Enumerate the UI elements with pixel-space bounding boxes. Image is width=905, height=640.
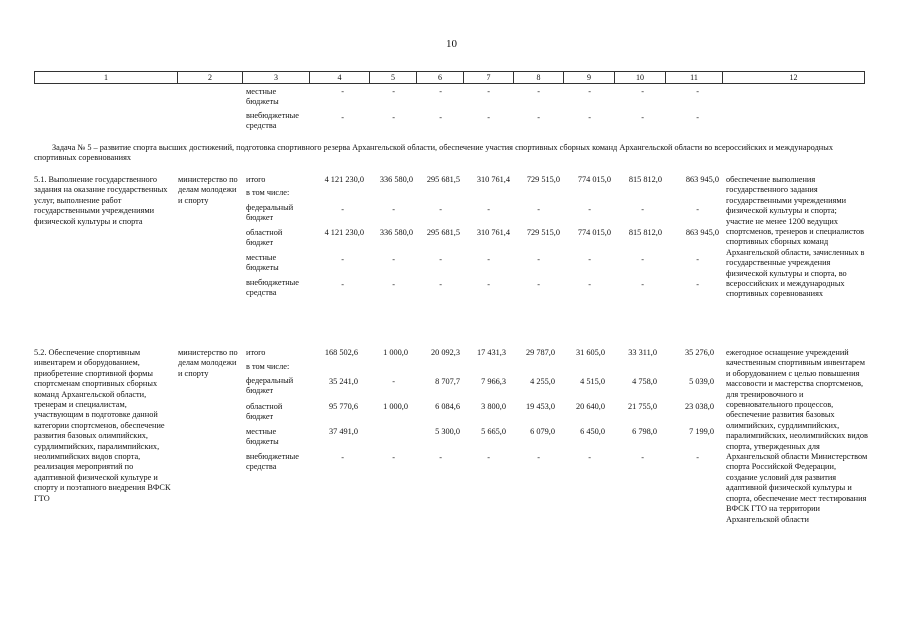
task-heading: Задача № 5 – развитие спорта высших достижений, подготовка спортивного резерва Архангельской области, обеспечение участия спортивных сборных команд Архангельской области во всероссийских и международных спортивных соревнованиях [34, 143, 833, 163]
table-cell: 5 300,0 [435, 427, 460, 436]
table-cell: - [588, 453, 591, 462]
table-cell: - [641, 87, 644, 96]
table-cell: 729 515,0 [526, 228, 560, 237]
table-cell: - [537, 255, 540, 264]
table-cell: - [696, 453, 699, 462]
table-cell: - [341, 113, 344, 122]
table-cell: - [487, 205, 490, 214]
table-cell: - [392, 377, 395, 386]
table-cell: 20 640,0 [575, 402, 605, 411]
table-cell: 336 580,0 [379, 228, 413, 237]
table-cell: - [392, 453, 395, 462]
table-cell: 815 812,0 [628, 228, 662, 237]
table-cell: - [392, 205, 395, 214]
table-cell: - [487, 87, 490, 96]
table-cell: - [641, 280, 644, 289]
row-label: федеральный бюджет [246, 203, 294, 223]
table-cell: - [439, 87, 442, 96]
table-cell: 6 798,0 [632, 427, 657, 436]
table-cell: 295 681,5 [426, 228, 460, 237]
table-cell: - [439, 280, 442, 289]
row-label: в том числе: [246, 188, 290, 197]
table-cell: 310 761,4 [476, 175, 510, 184]
table-cell: - [588, 205, 591, 214]
item-5-2-result: ежегодное оснащение учреждений качественным спортивным инвентарем и оборудованием с целью повышения массовости и мастерства спортсменов, для тренировочного и соревновательного процессов, обеспечение развития базовых олимпийских, сурдлимпийских, паралимпийских, неолимпийских видов спорта, утвержденных для Архангельской области Министерством спорта Российской Федерации, создание условий для развития адаптивной физической культуры и спорта, обеспечение мест тестирования ВФСК ГТО на территории Архангельской области [726, 348, 868, 524]
header-col-4: 4 [310, 71, 370, 84]
table-cell: 774 015,0 [577, 175, 611, 184]
table-cell: - [588, 113, 591, 122]
row-label: итого [246, 175, 266, 184]
row-label: итого [246, 348, 266, 357]
table-cell: 5 039,0 [689, 377, 714, 386]
table-cell: - [696, 205, 699, 214]
table-cell: - [439, 113, 442, 122]
table-cell: 6 450,0 [580, 427, 605, 436]
table-cell: - [392, 87, 395, 96]
table-cell: 20 092,3 [430, 348, 460, 357]
table-cell: - [696, 87, 699, 96]
table-cell: 4 758,0 [632, 377, 657, 386]
table-cell: - [641, 255, 644, 264]
table-cell: - [696, 113, 699, 122]
table-cell: - [537, 113, 540, 122]
item-5-2-executor: министерство по делам молодежи и спорту [178, 348, 238, 378]
table-cell: 21 755,0 [627, 402, 657, 411]
item-5-2-name: 5.2. Обеспечение спортивным инвентарем и оборудованием, приобретение спортивной формы спортсменам спортивных сборных команд Архангельской области, тренерам и специалистам, участвующим в подготовке данной категории спортсменов, обеспечение развития базовых олимпийских, сурдлимпийских, паралимпийских, неолимпийских видов спорта, реализация мероприятий по адаптивной физической культуре и спорту и поэтапного внедрения ВФСК ГТО [34, 348, 171, 503]
table-cell: - [341, 255, 344, 264]
table-cell: 7 199,0 [689, 427, 714, 436]
table-cell: - [341, 280, 344, 289]
table-cell: 35 276,0 [684, 348, 714, 357]
table-cell: 33 311,0 [628, 348, 657, 357]
table-cell: 4 255,0 [530, 377, 555, 386]
table-cell: - [641, 205, 644, 214]
table-cell: - [696, 255, 699, 264]
table-cell: 6 079,0 [530, 427, 555, 436]
row-label: федеральный бюджет [246, 376, 294, 396]
table-cell: 7 966,3 [481, 377, 506, 386]
table-cell: 310 761,4 [476, 228, 510, 237]
table-cell: - [439, 453, 442, 462]
table-cell: 5 665,0 [481, 427, 506, 436]
table-cell: - [588, 255, 591, 264]
row-label: областной бюджет [246, 402, 283, 422]
table-cell: 815 812,0 [628, 175, 662, 184]
top-row-label: местные бюджеты [246, 87, 279, 107]
table-cell: - [341, 87, 344, 96]
table-cell: 37 491,0 [328, 427, 358, 436]
table-cell: - [537, 205, 540, 214]
table-cell: 31 605,0 [575, 348, 605, 357]
table-cell: - [537, 280, 540, 289]
table-cell: 1 000,0 [383, 348, 408, 357]
header-col-9: 9 [564, 71, 615, 84]
header-col-8: 8 [514, 71, 564, 84]
table-cell: 4 121 230,0 [324, 228, 364, 237]
table-cell: - [641, 113, 644, 122]
table-cell: 4 121 230,0 [324, 175, 364, 184]
table-cell: - [487, 113, 490, 122]
table-cell: 6 084,6 [435, 402, 460, 411]
table-cell: 336 580,0 [379, 175, 413, 184]
row-label: областной бюджет [246, 228, 283, 248]
table-cell: 29 787,0 [525, 348, 555, 357]
table-cell: 4 515,0 [580, 377, 605, 386]
table-cell: - [392, 113, 395, 122]
header-col-11: 11 [666, 71, 723, 84]
table-cell: - [341, 205, 344, 214]
table-cell: 774 015,0 [577, 228, 611, 237]
table-cell: 1 000,0 [383, 402, 408, 411]
table-cell: - [487, 280, 490, 289]
item-5-1-executor: министерство по делам молодежи и спорту [178, 175, 238, 205]
table-cell: 35 241,0 [328, 377, 358, 386]
row-label: местные бюджеты [246, 253, 279, 273]
table-cell: 863 945,0 [685, 228, 719, 237]
header-col-3: 3 [243, 71, 310, 84]
top-row-label: внебюджетные средства [246, 111, 299, 131]
row-label: в том числе: [246, 362, 290, 371]
table-cell: 8 707,7 [435, 377, 460, 386]
table-cell: 95 770,6 [328, 402, 358, 411]
table-cell: - [537, 453, 540, 462]
table-cell: - [487, 255, 490, 264]
item-5-1-result: обеспечение выполнения государственного задания государственными учреждениями физической культуры и спорта; участие не менее 1200 ведущих спортсменов, тренеров и специалистов спортивных сборных команд Архангельской области, зачисленных в государственные учреждения физической культуры и спорта, во всероссийских и международных спортивных соревнованиях [726, 175, 865, 299]
table-cell: - [641, 453, 644, 462]
item-5-1-name: 5.1. Выполнение государственного задания на оказание государственных услуг, выполнение работ государственными учреждениями физической культуры и спорта [34, 175, 168, 226]
table-cell: 295 681,5 [426, 175, 460, 184]
table-cell: - [696, 280, 699, 289]
header-col-7: 7 [464, 71, 514, 84]
row-label: внебюджетные средства [246, 278, 299, 298]
table-cell: 729 515,0 [526, 175, 560, 184]
table-cell: 3 800,0 [481, 402, 506, 411]
table-cell: - [439, 205, 442, 214]
header-col-5: 5 [370, 71, 417, 84]
table-cell: 168 502,6 [324, 348, 358, 357]
table-cell: 19 453,0 [525, 402, 555, 411]
table-cell: - [392, 255, 395, 264]
table-cell: 863 945,0 [685, 175, 719, 184]
header-col-1: 1 [34, 71, 178, 84]
header-col-2: 2 [178, 71, 243, 84]
table-cell: - [537, 87, 540, 96]
header-col-6: 6 [417, 71, 464, 84]
table-cell: 23 038,0 [684, 402, 714, 411]
table-cell: - [588, 87, 591, 96]
row-label: внебюджетные средства [246, 452, 299, 472]
table-cell: - [392, 280, 395, 289]
header-col-12: 12 [723, 71, 865, 84]
page-number: 10 [446, 38, 457, 50]
table-cell: - [439, 255, 442, 264]
table-cell: - [588, 280, 591, 289]
table-cell: - [487, 453, 490, 462]
table-cell: - [341, 453, 344, 462]
table-cell: 17 431,3 [476, 348, 506, 357]
header-col-10: 10 [615, 71, 666, 84]
row-label: местные бюджеты [246, 427, 279, 447]
